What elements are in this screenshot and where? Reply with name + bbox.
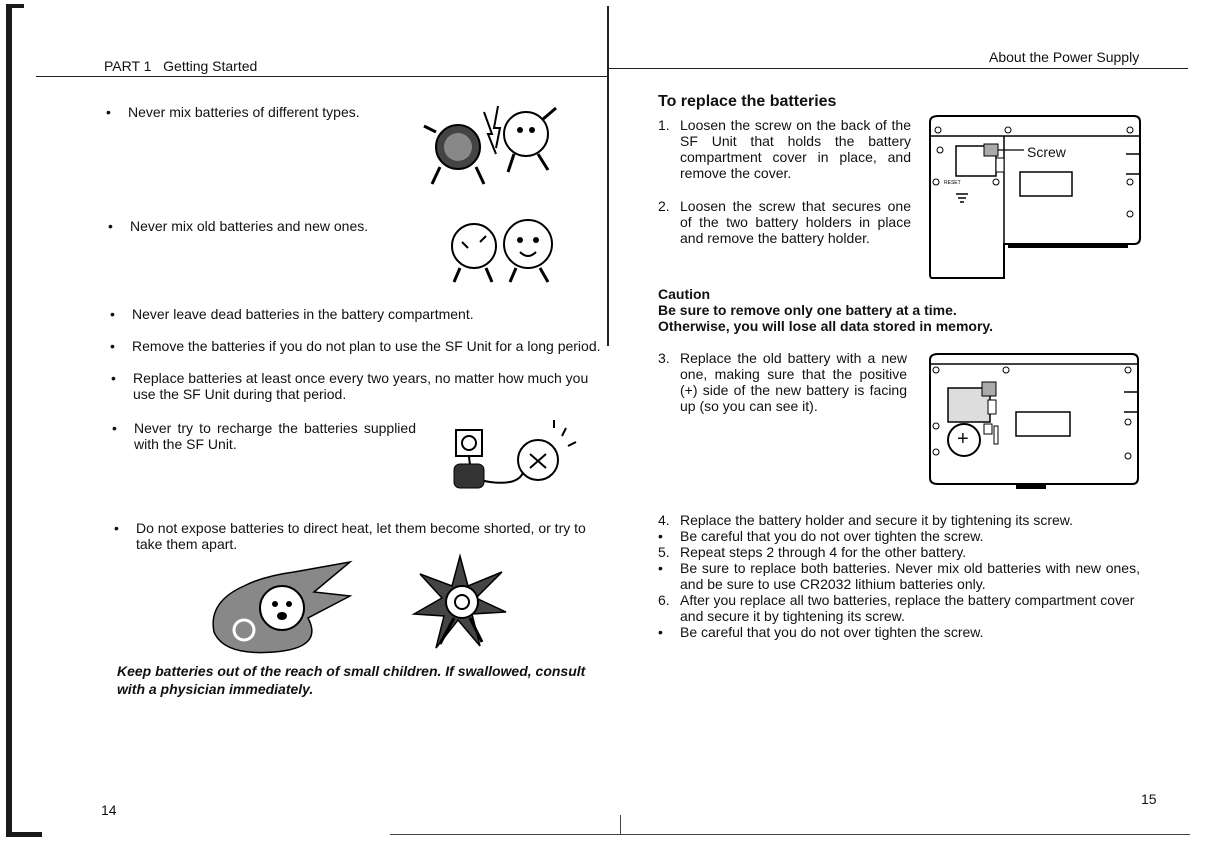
caution-title: Caution (658, 286, 711, 302)
charger-illustration (440, 420, 580, 494)
bullet-dot: • (110, 338, 115, 354)
bullet-no-recharge: • Never try to recharge the batteries supplied with the SF Unit. (112, 420, 416, 452)
bullet-dot: • (112, 420, 117, 436)
bullet-dot: • (658, 624, 663, 640)
left-page-number: 14 (101, 802, 117, 818)
step-6 (658, 592, 1140, 624)
right-page-number: 15 (1141, 791, 1157, 807)
bullet-dot: • (106, 104, 111, 120)
step-number: 1. (658, 117, 670, 133)
bullet-dot: • (110, 306, 115, 322)
bullet-dot: • (108, 218, 113, 234)
step-6-note (658, 624, 1140, 640)
child-safety-warning: Keep batteries out of the reach of small children. If swallowed, consult with a physician immediately. (117, 663, 586, 697)
step-text: Replace the old battery with a new one, making sure that the positive (+) side of the new battery is facing up (so you can see it). (680, 350, 907, 414)
center-fold-line-lower (620, 815, 621, 835)
bullet-dot: • (658, 560, 663, 576)
step-1 (658, 117, 911, 181)
caution-line-2: Otherwise, you will lose all data stored in memory. (658, 318, 994, 334)
step-4 (658, 512, 1140, 528)
bullet-dot: • (658, 528, 663, 544)
right-header-rule (608, 68, 1188, 69)
step-number: 3. (658, 350, 670, 366)
battery-holder-figure (926, 352, 1142, 492)
bullet-dead-batteries: • Never leave dead batteries in the battery compartment. (110, 306, 474, 322)
screw-callout-label: Screw (1027, 144, 1066, 160)
left-binding-bar (6, 6, 12, 836)
step-text: After you replace all two batteries, replace the battery compartment cover and secure it by tightening its screw. (680, 592, 1135, 624)
step-text: Be careful that you do not over tighten the screw. (680, 528, 984, 544)
left-binding-bottom (6, 832, 42, 837)
bullet-mix-old-new: • Never mix old batteries and new ones. (108, 218, 369, 234)
step-text: Be sure to replace both batteries. Never mix old batteries with new ones, and be sure to use CR2032 lithium batteries only. (680, 560, 1140, 592)
step-number: 6. (658, 592, 670, 608)
fire-battery-illustration (204, 562, 354, 656)
bullet-dot: • (111, 370, 116, 386)
step-number: 5. (658, 544, 670, 560)
reset-label: RESET (944, 180, 961, 186)
step-text: Loosen the screw that secures one of the two battery holders in place and remove the battery holder. (680, 198, 911, 246)
step-number: 4. (658, 512, 670, 528)
step-5 (658, 544, 1140, 560)
caution-line-1: Be sure to remove only one battery at a time. (658, 302, 957, 318)
step-text: Repeat steps 2 through 4 for the other battery. (680, 544, 967, 560)
bullet-dot: • (114, 520, 119, 536)
center-fold-line (607, 6, 609, 346)
step-2 (658, 198, 911, 246)
bullet-mix-types: • Never mix batteries of different types. (106, 104, 360, 120)
bullet-heat-short: • Do not expose batteries to direct heat, let them become shorted, or try to take them apart. (114, 520, 586, 552)
fighting-batteries-illustration (418, 92, 568, 192)
step-text: Loosen the screw on the back of the SF Unit that holds the battery compartment cover in place, and remove the cover. (680, 117, 911, 181)
left-header: PART 1 Getting Started (104, 58, 258, 74)
bottom-edge-line (390, 834, 1190, 835)
step-text: Be careful that you do not over tighten the screw. (680, 624, 984, 640)
left-binding-top (6, 4, 24, 8)
unit-back-screw-figure (928, 114, 1144, 280)
step-3 (658, 350, 907, 414)
step-number: 2. (658, 198, 670, 214)
old-new-batteries-illustration (436, 214, 566, 286)
bullet-replace-two-years: • Replace batteries at least once every two years, no matter how much you use the SF Unit during that period. (111, 370, 589, 402)
battery-plus-sign: + (957, 428, 969, 450)
bullet-remove-long-period: • Remove the batteries if you do not plan to use the SF Unit for a long period. (110, 338, 601, 354)
step-5-note (658, 560, 1140, 592)
burst-battery-illustration (414, 556, 506, 650)
section-title: To replace the batteries (658, 93, 837, 110)
step-text: Replace the battery holder and secure it by tightening its screw. (680, 512, 1073, 528)
left-header-rule (36, 76, 608, 77)
right-header: About the Power Supply (989, 49, 1140, 65)
step-4-note (658, 528, 1140, 544)
